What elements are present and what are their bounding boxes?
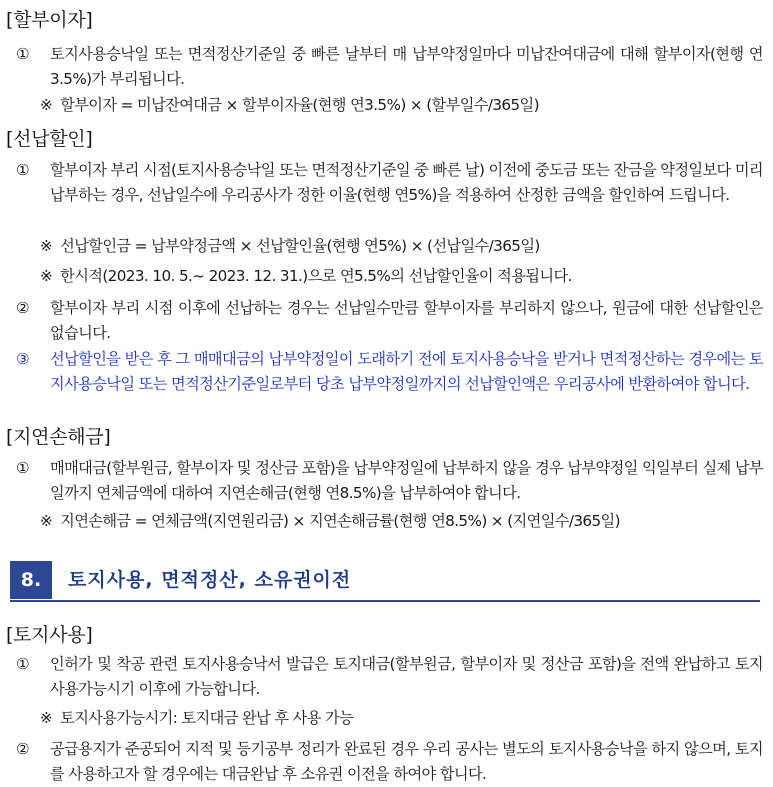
- list-item: [16, 158, 763, 208]
- note-mark: ※: [40, 237, 53, 255]
- section-heading-installment-interest: [할부이자]: [6, 9, 93, 31]
- list-item: [16, 42, 763, 92]
- item-text: 공급용지가 준공되어 지적 및 등기공부 정리가 완료된 경우 우리 공사는 별도의 토지사용승낙을 하지 않으며, 토지를 사용하고자 할 경우에는 대금완납 후 소유권 이전을 하여야 합니다.: [50, 740, 763, 783]
- note-mark: ※: [40, 512, 53, 530]
- note-mark: ※: [40, 709, 53, 727]
- section-heading-prepayment-discount: [선납할인]: [6, 128, 93, 150]
- item-text: 할부이자 부리 시점 이후에 선납하는 경우는 선납일수만큼 할부이자를 부리하지 않으나, 원금에 대한 선납할인은 없습니다.: [50, 299, 763, 342]
- list-item: [16, 456, 763, 506]
- list-item: [16, 296, 763, 346]
- note-mark: ※: [40, 267, 53, 285]
- banner-underline: [10, 600, 760, 602]
- formula-note: [40, 706, 353, 730]
- item-number: ②: [16, 740, 30, 758]
- note-text: 토지사용가능시기: 토지대금 완납 후 사용 가능: [60, 709, 354, 727]
- list-item-highlighted: [16, 347, 763, 397]
- note-text: 할부이자 = 미납잔여대금 × 할부이자율(현행 연3.5%) × (할부일수/365일): [60, 96, 539, 114]
- chapter-number: 8.: [10, 561, 52, 599]
- section-heading-land-use: [토지사용]: [6, 624, 93, 646]
- note-text: 한시적(2023. 10. 5.~ 2023. 12. 31.)으로 연5.5%의 선납할인율이 적용됩니다.: [60, 267, 572, 285]
- chapter-banner: [10, 561, 760, 603]
- item-number: ①: [16, 459, 30, 477]
- item-number: ①: [16, 655, 30, 673]
- item-text: 토지사용승낙일 또는 면적정산기준일 중 빠른 날부터 매 납부약정일마다 미납잔여대금에 대해 할부이자(현행 연3.5%)가 부리됩니다.: [50, 45, 763, 88]
- item-text: 매매대금(할부원금, 할부이자 및 정산금 포함)을 납부약정일에 납부하지 않을 경우 납부약정일 익일부터 실제 납부일까지 연체금액에 대하여 지연손해금(현행 연8.5%)을 납부하여야 합니다.: [50, 459, 763, 502]
- temporary-rate-note: [40, 264, 572, 288]
- list-item: [16, 737, 763, 787]
- formula-note: [40, 234, 540, 258]
- item-number: ②: [16, 299, 30, 317]
- item-number: ①: [16, 45, 30, 63]
- formula-note: [40, 93, 539, 117]
- chapter-title: 토지사용, 면적정산, 소유권이전: [68, 569, 352, 591]
- item-number: ①: [16, 161, 30, 179]
- item-number: ③: [16, 350, 30, 368]
- note-mark: ※: [40, 96, 53, 114]
- list-item: [16, 652, 763, 702]
- section-heading-late-damages: [지연손해금]: [6, 426, 111, 448]
- item-text: 할부이자 부리 시점(토지사용승낙일 또는 면적정산기준일 중 빠른 날) 이전에 중도금 또는 잔금을 약정일보다 미리 납부하는 경우, 선납일수에 우리공사가 정한 이율(현행 연5%)을 적용하여 산정한 금액을 할인하여 드립니다.: [50, 161, 763, 204]
- formula-note: [40, 509, 620, 533]
- item-text: 인허가 및 착공 관련 토지사용승낙서 발급은 토지대금(할부원금, 할부이자 및 정산금 포함)을 전액 완납하고 토지사용가능시기 이후에 가능합니다.: [50, 655, 763, 698]
- item-text: 선납할인을 받은 후 그 매매대금의 납부약정일이 도래하기 전에 토지사용승낙을 받거나 면적정산하는 경우에는 토지사용승낙일 또는 면적정산기준일로부터 당초 납부약정일까지의 선납할인액은 우리공사에 반환하여야 합니다.: [50, 350, 763, 393]
- note-text: 지연손해금 = 연체금액(지연원리금) × 지연손해금률(현행 연8.5%) × (지연일수/365일): [60, 512, 620, 530]
- note-text: 선납할인금 = 납부약정금액 × 선납할인율(현행 연5%) × (선납일수/365일): [60, 237, 540, 255]
